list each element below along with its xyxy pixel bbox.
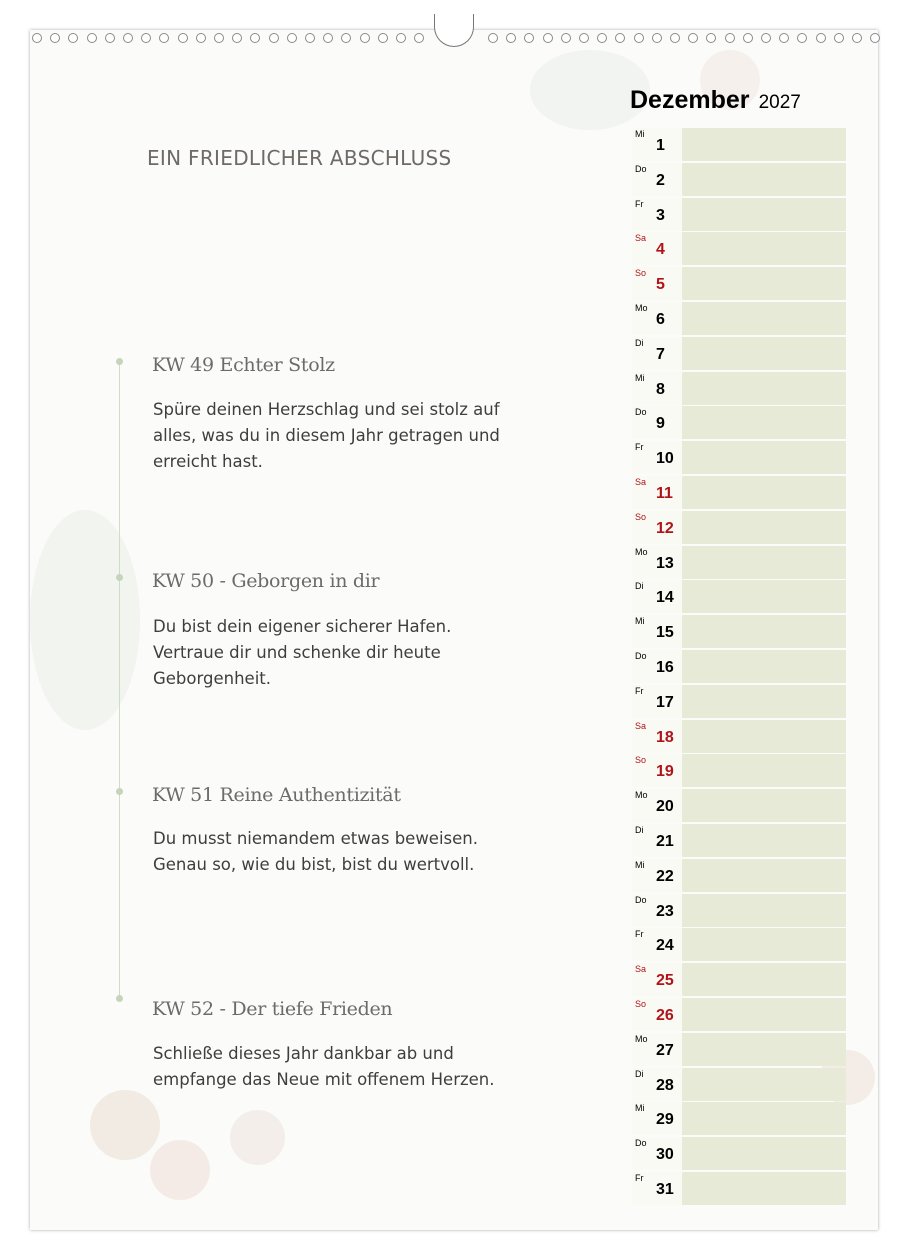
weekday-label: Sa (635, 964, 647, 975)
hanger-hook (434, 14, 474, 47)
week-text: Schließe dieses Jahr dankbar ab und empfange das Neue mit offenem Herzen. (153, 1044, 495, 1089)
day-number: 13 (656, 554, 674, 572)
binding-hole (634, 33, 644, 43)
day-writing-cell (682, 476, 846, 509)
day-writing-cell (682, 267, 846, 300)
binding-hole (141, 33, 151, 43)
weekday-label: So (635, 511, 647, 522)
binding-hole (506, 33, 516, 43)
weekday-label: Mo (635, 546, 648, 557)
calendar-day-row (632, 859, 846, 892)
calendar-day-row (632, 232, 846, 265)
day-number: 6 (656, 310, 665, 328)
calendar-day-row (632, 1068, 846, 1101)
binding-hole (87, 33, 97, 43)
binding-hole (396, 33, 406, 43)
binding-hole (652, 33, 662, 43)
day-number: 17 (656, 693, 674, 711)
binding-hole (232, 33, 242, 43)
calendar-header (630, 86, 801, 115)
weekday-label: Fr (635, 1172, 644, 1183)
week-heading: KW 49 Echter Stolz (152, 354, 335, 376)
binding-hole (178, 33, 188, 43)
day-writing-cell (682, 754, 846, 787)
weekday-label: Sa (635, 233, 647, 244)
binding-hole (32, 33, 42, 43)
binding-hole (688, 33, 698, 43)
day-number: 24 (656, 937, 674, 955)
week-heading: KW 52 - Der tiefe Frieden (152, 998, 393, 1020)
day-number: 8 (656, 380, 665, 398)
binding-hole (597, 33, 607, 43)
day-number: 15 (656, 624, 674, 642)
binding-hole (378, 33, 388, 43)
day-number: 19 (656, 763, 674, 781)
timeline-dot (116, 358, 123, 365)
week-heading: KW 51 Reine Authentizität (152, 784, 401, 806)
leaf-decoration (30, 510, 140, 730)
weekday-label: Mi (635, 372, 645, 383)
calendar-year: 2027 (758, 92, 801, 113)
calendar-day-row (632, 441, 846, 474)
day-writing-cell (682, 894, 846, 927)
calendar-day-row (632, 1172, 846, 1205)
day-writing-cell (682, 859, 846, 892)
weekday-label: Do (635, 407, 647, 418)
day-writing-cell (682, 546, 846, 579)
weekday-label: Mo (635, 1033, 648, 1044)
timeline-line (119, 360, 120, 1000)
weekday-label: Fr (635, 198, 644, 209)
binding-hole (159, 33, 169, 43)
binding-hole (870, 33, 880, 43)
weekday-label: Do (635, 650, 647, 661)
binding-hole (725, 33, 735, 43)
calendar-day-row (632, 754, 846, 787)
day-writing-cell (682, 406, 846, 439)
day-number: 14 (656, 589, 674, 607)
page-title: EIN FRIEDLICHER ABSCHLUSS (147, 146, 452, 170)
day-writing-cell (682, 685, 846, 718)
day-writing-cell (682, 1172, 846, 1205)
day-writing-cell (682, 337, 846, 370)
berry-decoration (230, 1110, 285, 1165)
calendar-day-row (632, 128, 846, 161)
day-writing-cell (682, 789, 846, 822)
calendar-day-row (632, 685, 846, 718)
day-number: 4 (656, 241, 665, 259)
berry-decoration (150, 1140, 210, 1200)
weekday-label: Di (635, 1068, 644, 1079)
calendar-day-row (632, 1102, 846, 1135)
calendar-month: Dezember (630, 86, 750, 114)
calendar-day-row (632, 580, 846, 613)
day-number: 10 (656, 450, 674, 468)
day-number: 20 (656, 798, 674, 816)
day-number: 1 (656, 137, 665, 154)
calendar-day-row (632, 928, 846, 961)
calendar-day-row (632, 372, 846, 405)
weekday-label: Fr (635, 929, 644, 940)
calendar-day-row (632, 789, 846, 822)
binding-hole (287, 33, 297, 43)
weekday-label: Mi (635, 616, 645, 627)
weekday-label: Sa (635, 476, 647, 487)
weekday-label: Di (635, 581, 644, 592)
day-writing-cell (682, 128, 846, 161)
binding-hole (579, 33, 589, 43)
binding-hole (50, 33, 60, 43)
binding-hole (68, 33, 78, 43)
day-writing-cell (682, 302, 846, 335)
week-text: Du musst niemandem etwas beweisen. Genau so, wie du bist, bist du wertvoll. (153, 829, 478, 874)
day-writing-cell (682, 998, 846, 1031)
calendar-day-row (632, 163, 846, 196)
calendar-day-row (632, 615, 846, 648)
binding-hole (761, 33, 771, 43)
day-number: 26 (656, 1006, 674, 1024)
weekday-label: Mi (635, 1103, 645, 1114)
day-number: 9 (656, 415, 665, 433)
calendar-day-row (632, 894, 846, 927)
weekday-label: Mi (635, 859, 645, 870)
day-number: 11 (656, 484, 673, 502)
binding-hole (323, 33, 333, 43)
week-text: Du bist dein eigener sicherer Hafen. Vertraue dir und schenke dir heute Geborgenheit. (153, 617, 452, 688)
day-number: 2 (656, 171, 665, 189)
timeline-dot (116, 788, 123, 795)
day-writing-cell (682, 1102, 846, 1135)
binding-hole (524, 33, 534, 43)
day-number: 16 (656, 658, 674, 676)
weekday-label: Di (635, 824, 644, 835)
calendar-day-row (632, 998, 846, 1031)
binding-hole (269, 33, 279, 43)
binding-hole (797, 33, 807, 43)
binding-hole (779, 33, 789, 43)
day-writing-cell (682, 963, 846, 996)
day-writing-cell (682, 1137, 846, 1170)
day-writing-cell (682, 232, 846, 265)
day-writing-cell (682, 615, 846, 648)
day-number: 3 (656, 206, 665, 224)
week-heading: KW 50 - Geborgen in dir (152, 570, 380, 592)
calendar-day-row (632, 650, 846, 683)
binding-hole (214, 33, 224, 43)
weekday-label: Mo (635, 302, 648, 313)
day-number: 30 (656, 1146, 674, 1164)
day-writing-cell (682, 163, 846, 196)
day-number: 28 (656, 1076, 674, 1094)
day-writing-cell (682, 928, 846, 961)
timeline-dot (116, 574, 123, 581)
day-writing-cell (682, 824, 846, 857)
day-number: 21 (656, 832, 674, 850)
day-number: 7 (656, 345, 665, 363)
day-writing-cell (682, 198, 846, 231)
day-number: 5 (656, 276, 665, 294)
binding-hole (341, 33, 351, 43)
binding-hole (250, 33, 260, 43)
calendar-day-row (632, 476, 846, 509)
calendar-day-row (632, 511, 846, 544)
day-writing-cell (682, 650, 846, 683)
binding-hole (834, 33, 844, 43)
day-number: 25 (656, 972, 674, 990)
binding-hole (816, 33, 826, 43)
weekday-label: Sa (635, 720, 647, 731)
binding-hole (305, 33, 315, 43)
calendar-day-row (632, 267, 846, 300)
weekday-label: So (635, 268, 647, 279)
day-number: 29 (656, 1111, 674, 1129)
weekday-label: Mi (635, 129, 645, 139)
calendar-day-list (632, 128, 846, 1207)
weekday-label: Di (635, 337, 644, 348)
weekday-label: Mo (635, 790, 648, 801)
day-number: 31 (656, 1180, 674, 1198)
binding-hole (414, 33, 424, 43)
weekday-label: Fr (635, 442, 644, 453)
day-writing-cell (682, 580, 846, 613)
binding-hole (743, 33, 753, 43)
calendar-day-row (632, 406, 846, 439)
calendar-day-row (632, 824, 846, 857)
day-number: 18 (656, 728, 674, 746)
binding-hole (488, 33, 498, 43)
weekday-label: Do (635, 894, 647, 905)
binding-hole (196, 33, 206, 43)
weekday-label: So (635, 998, 647, 1009)
binding-hole (360, 33, 370, 43)
calendar-day-row (632, 1033, 846, 1066)
weekday-label: Fr (635, 685, 644, 696)
calendar-day-row (632, 546, 846, 579)
weekday-label: Do (635, 1138, 647, 1149)
day-number: 22 (656, 867, 674, 885)
day-writing-cell (682, 372, 846, 405)
calendar-day-row (632, 720, 846, 753)
binding-hole (105, 33, 115, 43)
weekday-label: Do (635, 163, 647, 174)
binding-hole (852, 33, 862, 43)
timeline-dot (116, 995, 123, 1002)
binding-hole (561, 33, 571, 43)
day-number: 23 (656, 902, 674, 920)
calendar-day-row (632, 302, 846, 335)
day-writing-cell (682, 720, 846, 753)
spiral-binding (30, 28, 878, 48)
binding-hole (706, 33, 716, 43)
day-number: 27 (656, 1041, 674, 1059)
binding-hole (123, 33, 133, 43)
week-text: Spüre deinen Herzschlag und sei stolz auf alles, was du in diesem Jahr getragen und erreicht hast. (153, 400, 500, 471)
calendar-day-row (632, 198, 846, 231)
calendar-day-row (632, 337, 846, 370)
binding-hole (670, 33, 680, 43)
binding-hole (615, 33, 625, 43)
day-writing-cell (682, 1068, 846, 1101)
weekday-label: So (635, 755, 647, 766)
day-writing-cell (682, 1033, 846, 1066)
calendar-day-row (632, 1137, 846, 1170)
day-number: 12 (656, 519, 674, 537)
binding-hole (543, 33, 553, 43)
day-writing-cell (682, 511, 846, 544)
calendar-day-row (632, 963, 846, 996)
day-writing-cell (682, 441, 846, 474)
berry-decoration (90, 1090, 160, 1160)
